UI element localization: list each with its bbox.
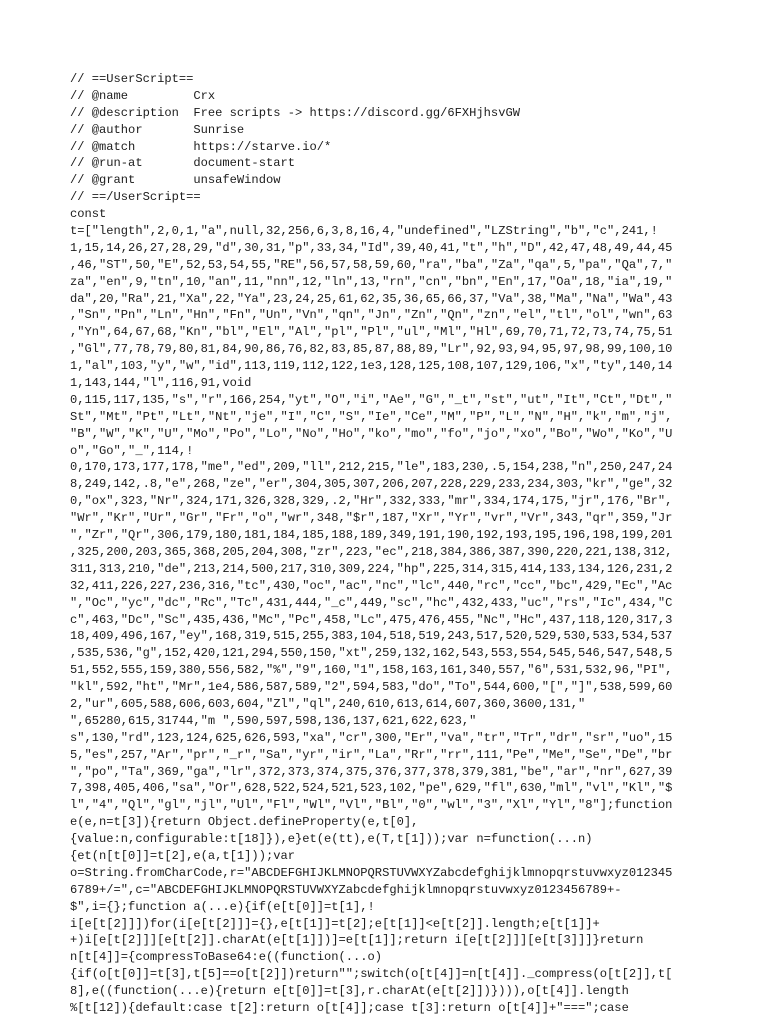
code-line: 51,552,555,159,380,556,582,"%","9",160,"1",158,163,161,340,557,"6",531,532,96,"PI",	[70, 663, 673, 678]
code-line: 32,411,226,227,236,316,"tc",430,"oc","ac","nc","lc",440,"rc","cc","bc",429,"Ec","Ac	[70, 578, 673, 593]
code-line: 0,115,117,135,"s","r",166,254,"yt","O","i","Ae","G","_t","st","ut","It","Ct","Dt","	[70, 392, 673, 407]
code-line: 8,249,142,.8,"e",268,"ze","er",304,305,307,206,207,228,229,233,234,303,"kr","ge",32	[70, 477, 673, 492]
code-line: 0,170,173,177,178,"me","ed",209,"ll",212,215,"le",183,230,.5,154,238,"n",250,247,24	[70, 460, 673, 475]
code-line: // @author Sunrise	[70, 122, 245, 137]
code-line: "B","W","K","U","Mo","Po","Lo","No","Ho","ko","mo","fo","jo","xo","Bo","Wo","Ko","U	[70, 426, 673, 441]
code-line: 311,313,210,"de",213,214,500,217,310,309,224,"hp",225,314,315,414,133,134,126,231,2	[70, 561, 673, 576]
code-line: ,535,536,"g",152,420,121,294,550,150,"xt",259,132,162,543,553,554,545,546,547,548,5	[70, 646, 673, 661]
code-line: za","en",9,"tn",10,"an",11,"nn",12,"ln",13,"rn","cn","bn","En",17,"Oa",18,"ia",19,"	[70, 274, 673, 289]
code-line: // @run-at document-start	[70, 156, 295, 171]
code-line: "Wr","Kr","Ur","Gr","Fr","o","wr",348,"$r",187,"Xr","Yr","vr","Vr",343,"qr",359,"Jr	[70, 511, 673, 526]
code-line: n[t[4]]={compressToBase64:e((function(...o)	[70, 950, 383, 965]
code-line: ","Oc","yc","dc","Rc","Tc",431,444,"_c",449,"sc","hc",432,433,"uc","rs","Ic",434,"C	[70, 595, 673, 610]
code-line: 0,"ox",323,"Nr",324,171,326,328,329,.2,"Hr",332,333,"mr",334,174,175,"jr",176,"Br",	[70, 494, 673, 509]
code-line: 1,15,14,26,27,28,29,"d",30,31,"p",33,34,"Id",39,40,41,"t","h","D",42,47,48,49,44,45	[70, 240, 673, 255]
code-line: // ==UserScript==	[70, 72, 194, 86]
code-line: ,"Gl",77,78,79,80,81,84,90,86,76,82,83,85,87,88,89,"Lr",92,93,94,95,97,98,99,100,10	[70, 342, 673, 357]
code-line: 1,143,144,"l",116,91,void	[70, 376, 252, 391]
code-line: 2,"ur",605,588,606,603,604,"Zl","ql",240,610,613,614,607,360,3600,131,"	[70, 696, 586, 711]
code-line: "kl",592,"ht","Mr",1e4,586,587,589,"2",594,583,"do","To",544,600,"[","]",538,599,60	[70, 680, 673, 695]
code-line: i[e[t[2]]])for(i[e[t[2]]]={},e[t[1]]=t[2];e[t[1]]<e[t[2]].length;e[t[1]]+	[70, 916, 600, 931]
code-line: 8],e((function(...e){return e[t[0]]=t[3],r.charAt(e[t[2]])}))),o[t[4]].length	[70, 984, 629, 999]
code-line: ",65280,615,31744,"m ",590,597,598,136,137,621,622,623,"	[70, 713, 477, 728]
code-line: {if(o[t[0]]=t[3],t[5]==o[t[2]])return"";switch(o[t[4]]=n[t[4]]._compress(o[t[2]],t[	[70, 967, 673, 982]
code-line: ,"Sn","Pn","Ln","Hn","Fn","Un","Vn","qn","Jn","Zn","Qn","zn","el","tl","ol","wn",63	[70, 308, 673, 323]
code-line: // @grant unsafeWindow	[70, 173, 281, 188]
code-line: // @match https://starve.io/*	[70, 139, 332, 154]
code-line: ","Zr","Qr",306,179,180,181,184,185,188,189,349,191,190,192,193,195,196,198,199,201	[70, 528, 673, 543]
code-line: const	[70, 207, 107, 222]
code-line: +)i[e[t[2]]][e[t[2]].charAt(e[t[1]])]=e[t[1]];return i[e[t[2]]][e[t[3]]]}return	[70, 933, 644, 948]
code-line: s",130,"rd",123,124,625,626,593,"xa","cr",300,"Er","va","tr","Tr","dr","sr","uo",15	[70, 730, 673, 745]
code-line: e(e,n=t[3]){return Object.defineProperty(e,t[0],	[70, 815, 419, 830]
code-line: ,"Yn",64,67,68,"Kn","bl","El","Al","pl","Pl","ul","Ml","Hl",69,70,71,72,73,74,75,51	[70, 325, 673, 340]
code-listing	[70, 71, 700, 1034]
code-line: ,46,"ST",50,"E",52,53,54,55,"RE",56,57,58,59,60,"ra","ba","Za","qa",5,"pa","Qa",7,"	[70, 257, 673, 272]
code-line: o=String.fromCharCode,r="ABCDEFGHIJKLMNOPQRSTUVWXYZabcdefghijklmnopqrstuvwxyz012345	[70, 865, 673, 880]
code-line: da",20,"Ra",21,"Xa",22,"Ya",23,24,25,61,62,35,36,65,66,37,"Va",38,"Ma","Na","Wa",43	[70, 291, 673, 306]
code-line: // @description Free scripts -> https://discord.gg/6FXHjhsvGW	[70, 105, 520, 120]
code-line: ","po","Ta",369,"ga","lr",372,373,374,375,376,377,378,379,381,"be","ar","nr",627,39	[70, 764, 673, 779]
code-line: 18,409,496,167,"ey",168,319,515,255,383,104,518,519,243,517,520,529,530,533,534,537	[70, 629, 673, 644]
code-line: St","Mt","Pt","Lt","Nt","je","I","C","S","Ie","Ce","M","P","L","N","H","k","m","j",	[70, 409, 673, 424]
code-line: $",i={};function a(...e){if(e[t[0]]=t[1],!	[70, 899, 375, 914]
code-line: 7,398,405,406,"sa","Or",628,522,524,521,523,102,"pe",629,"fl",630,"ml","vl","Kl","$	[70, 781, 673, 796]
code-line: t=["length",2,0,1,"a",null,32,256,6,3,8,16,4,"undefined","LZString","b","c",241,!	[70, 224, 658, 239]
code-line: 1,"al",103,"y","w","id",113,119,112,122,1e3,128,125,108,107,129,106,"x","ty",140,14	[70, 359, 673, 374]
code-line: %[t[12]){default:case t[2]:return o[t[4]];case t[3]:return o[t[4]]+"===";case	[70, 1000, 629, 1015]
code-line: // @name Crx	[70, 88, 216, 103]
code-line: 6789+/=",c="ABCDEFGHIJKLMNOPQRSTUVWXYZabcdefghijklmnopqrstuvwxyz0123456789+-	[70, 882, 622, 897]
code-line: {et(n[t[0]]=t[2],e(a,t[1]));var	[70, 848, 295, 863]
code-line: ,325,200,203,365,368,205,204,308,"zr",223,"ec",218,384,386,387,390,220,221,138,312,	[70, 544, 673, 559]
code-line: o","Go","_",114,!	[70, 443, 194, 458]
code-line: c",463,"Dc","Sc",435,436,"Mc","Pc",458,"Lc",475,476,455,"Nc","Hc",437,118,120,317,3	[70, 612, 673, 627]
code-line: {value:n,configurable:t[18]}),e}et(e(tt),e(T,t[1]));var n=function(...n)	[70, 832, 593, 847]
code-line: l","4","Ql","gl","jl","Ul","Fl","Wl","Vl","Bl","0","wl","3","Xl","Yl","8"];function	[70, 798, 673, 813]
code-line: 5,"es",257,"Ar","pr","_r","Sa","yr","ir","La","Rr","rr",111,"Pe","Me","Se","De","br	[70, 747, 673, 762]
code-line: // ==/UserScript==	[70, 190, 201, 205]
